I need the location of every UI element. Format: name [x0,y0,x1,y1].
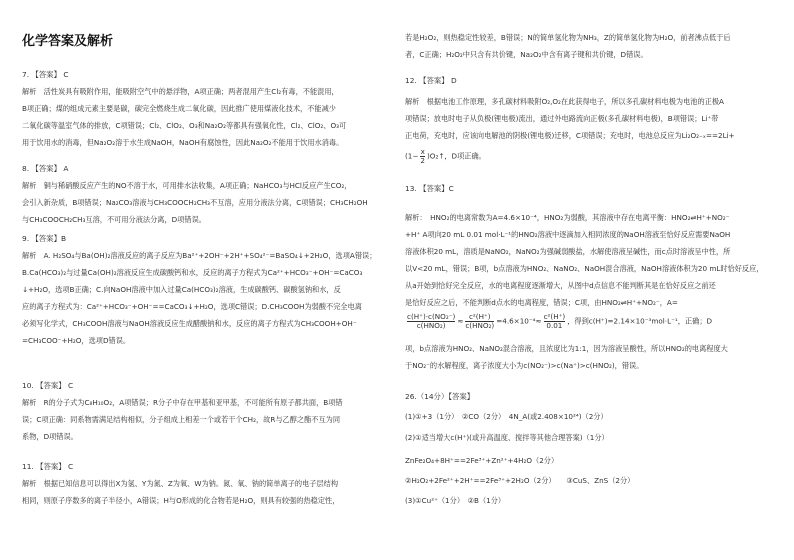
q12-answer: 12. 【答案】 D [405,76,457,85]
q7-analysis-line: 二氧化碳等温室气体的排放，C项错误；Cl₂、ClO₂、O₃和Na₂O₂等都具有强氧化性，Cl₂、ClO₂、O₃可 [22,121,347,130]
q9-analysis-line: 必须写化学式，CH₃COOH溶液与NaOH溶液反应生成醋酸钠和水，反应的离子方程式为CH₃COOH+OH⁻ [22,319,357,328]
q13-analysis-line: 是恰好反应之后，不能判断d点水的电离程度，错误；C项，由HNO₂⇌H⁺+NO₂⁻，A= [405,298,678,307]
q7-analysis-line: 解析 活性炭具有吸附作用，能吸附空气中的悬浮物，A项正确；两者混用产生Cl₂有毒，不能混用， [22,87,339,96]
q11-analysis-line: 者，C正确；H₂O₂中只含有共价键，Na₂O₂中含有离子键和共价键，D错误。 [405,50,648,59]
fraction-denominator: 0.01 [546,321,563,330]
q13-analysis-line: 于NO₂⁻的水解程度，离子浓度大小为c(NO₂⁻)>c(Na⁺)>c(HNO₂)，错误。 [405,361,644,370]
q10-analysis-line: 解析 R的分子式为C₈H₁₀O₂，A项错误；R分子中存在甲基和亚甲基，不可能所有原子都共面，B项错 [22,398,343,407]
q13-equation-line [405,313,712,330]
q13-analysis-line: 以V<20 mL，错误；B项，b点溶液为HNO₂、NaNO₂、NaOH混合溶液，NaOH溶液体积为20 mL时恰好反应， [405,264,764,273]
q9-answer: 9. 【答案】B [22,234,67,243]
q12-analysis-line: 正电荷，充电时，应该向电解池的阴极(锂电极)迁移，C项错误；充电时，电池总反应为Li₂O₂₋ₓ==2Li+ [405,131,735,140]
q26-answer-header: 26.（14分）【答案】 [405,392,475,401]
fraction-denominator: 2 [420,156,425,165]
q11-answer: 11. 【答案】 C [22,462,74,471]
q11-analysis-line: 若是H₂O₂，则热稳定性较差，B错误；N的简单氢化物为NH₃，Z的简单氢化物为H₂O，前者沸点低于后 [405,33,731,42]
q10-analysis-line: 误；C项正确：同系物需满足结构相似，分子组成上相差一个或若干个CH₂，故R与乙醇之酯不互为同 [22,415,341,424]
q26-answer-line: (2)①适当增大c(H⁺)(或升高温度、搅拌等其他合理答案)（1分） [405,433,609,442]
fraction-ka-approx [465,313,494,330]
q7-analysis-line: B项正确；煤的组成元素主要是碳，碳完全燃烧生成二氧化碳，因此推广使用煤液化技术，不能减少 [22,104,336,113]
q11-analysis-line: 解析 根据已知信息可以得出X为氢、Y为氮、Z为氧、W为钠。氮、氧、钠的简单离子的电子层结构 [22,479,339,488]
formula-close: ) [426,151,430,161]
equation-result: ，得到c(H⁺)=2.14×10⁻³mol·L⁻¹，正确；D [567,316,713,326]
fraction-ka-expression [407,313,455,330]
page-title: 化学答案及解析 [22,34,114,49]
q7-analysis-line: 用于饮用水的消毒，但Na₂O₂溶于水生成NaOH，NaOH有腐蚀性，因此Na₂O₂不能用于饮用水消毒。 [22,138,344,147]
formula-open: (1− [405,151,419,161]
q7-answer: 7. 【答案】 C [22,70,69,79]
q13-answer: 13. 【答案】C [405,184,454,193]
q9-analysis-line: 解析 A. H₂SO₄与Ba(OH)₂溶液反应的离子反应为Ba²⁺+2OH⁻+2H⁺+SO₄²⁻=BaSO₄↓+2H₂O，选项A错误； [22,251,377,260]
fraction-x-over-2 [420,148,425,165]
q26-answer-line: ZnFe₂O₄+8H⁺==2Fe³⁺+Zn²⁺+4H₂O（2分） [405,456,559,465]
q10-answer: 10. 【答案】 C [22,381,74,390]
fraction-numerator: c(H⁺)·c(NO₂⁻) [407,312,456,321]
q9-analysis-line: =CH₃COO⁻+H₂O，选项D错误。 [22,336,131,345]
q12-analysis-line: 解析 根据电池工作原理，多孔碳材料吸附O₂,O₂在此获得电子，所以多孔碳材料电极为电池的正极A [405,97,724,106]
equation-approx: ≈ [457,316,464,326]
q13-analysis-line: 解析： HNO₂的电离常数为A=4.6×10⁻⁴，HNO₂为弱酸，其溶液中存在电离平衡：HNO₂⇌H⁺+NO₂⁻ [405,213,730,222]
q11-analysis-line: 相同，则原子序数多的离子半径小，A错误；H与O形成的化合物若是H₂O，则具有较强的热稳定性， [22,496,340,505]
q12-analysis-line: 项错误；放电时电子从负极(锂电极)流出，通过外电路流向正极(多孔碳材料电极)，B项错误；Li⁺带 [405,114,719,123]
q8-analysis-line: 与CH₃COOCH₂CH₃互溶，不可用分液法分离，D项错误。 [22,215,206,224]
fraction-numerator: c²(H⁺) [543,312,566,321]
q13-analysis-line: +H⁺ A项向20 mL 0.01 mol·L⁻¹的HNO₂溶液中逐滴加入相同浓度的NaOH溶液至恰好反应需要NaOH [405,230,731,239]
q13-analysis-line: 项，b点溶液为HNO₂、NaNO₂混合溶液，且浓度比为1:1，因为溶液呈酸性，所以HNO₂的电离程度大 [405,344,728,353]
q12-formula-line [405,148,486,165]
formula-text: O₂↑，D项正确。 [429,151,486,161]
q8-answer: 8. 【答案】 A [22,164,69,173]
fraction-denominator: c(HNO₂) [465,321,495,330]
fraction-denominator: c(HNO₂) [416,321,446,330]
fraction-ka-substituted [544,313,566,330]
q13-analysis-line: 溶液体积20 mL，溶质是NaNO₂，NaNO₂为强碱弱酸盐，水解使溶液呈碱性，而c点时溶液呈中性，所 [405,247,731,256]
q9-analysis-line: 应的离子方程式为：Ca²⁺+HCO₃⁻+OH⁻==CaCO₃↓+H₂O，选项C错误；D.CH₃COOH为弱酸不完全电离 [22,302,362,311]
q26-answer-line: (3)①Cu²⁺（1分） ②B（1分） [405,496,506,505]
q26-answer-line: ②H₂O₂+2Fe²⁺+2H⁺==2Fe³⁺+2H₂O（2分） ③CuS、ZnS（2分） [405,476,635,485]
q26-answer-line: (1)①+3（1分） ②CO（2分） 4N_A(或2.408×10²⁴)（2分） [405,412,608,421]
q8-analysis-line: 会引入新杂质，B项错误；Na₂CO₃溶液与CH₃COOCH₂CH₃不互溶，应用分液法分离，C项错误；CH₃CH₂OH [22,198,368,207]
q10-analysis-line: 系物，D项错误。 [22,432,78,441]
q9-analysis-line: B.Ca(HCO₃)₂与过量Ca(OH)₂溶液反应生成碳酸钙和水，反应的离子方程式为Ca²⁺+HCO₃⁻+OH⁻=CaCO₃ [22,268,363,277]
q9-analysis-line: ↓+H₂O，选项B正确；C.向NaOH溶液中加入过量Ca(HCO₃)₂溶液，生成碳酸钙、碳酸氢钠和水，反 [22,285,341,294]
equation-value: =4.6×10⁻⁴≈ [496,316,542,326]
fraction-numerator: x [420,147,425,156]
fraction-numerator: c²(H⁺) [465,313,494,322]
q8-analysis-line: 解析 铜与稀硝酸反应产生的NO不溶于水，可用排水法收集，A项正确；NaHCO₃与HCl反应产生CO₂， [22,181,352,190]
q13-analysis-line: 从a开始到恰好完全反应，水的电离程度逐渐增大，从图中d点信息不能判断其是在恰好反应之前还 [405,281,716,290]
